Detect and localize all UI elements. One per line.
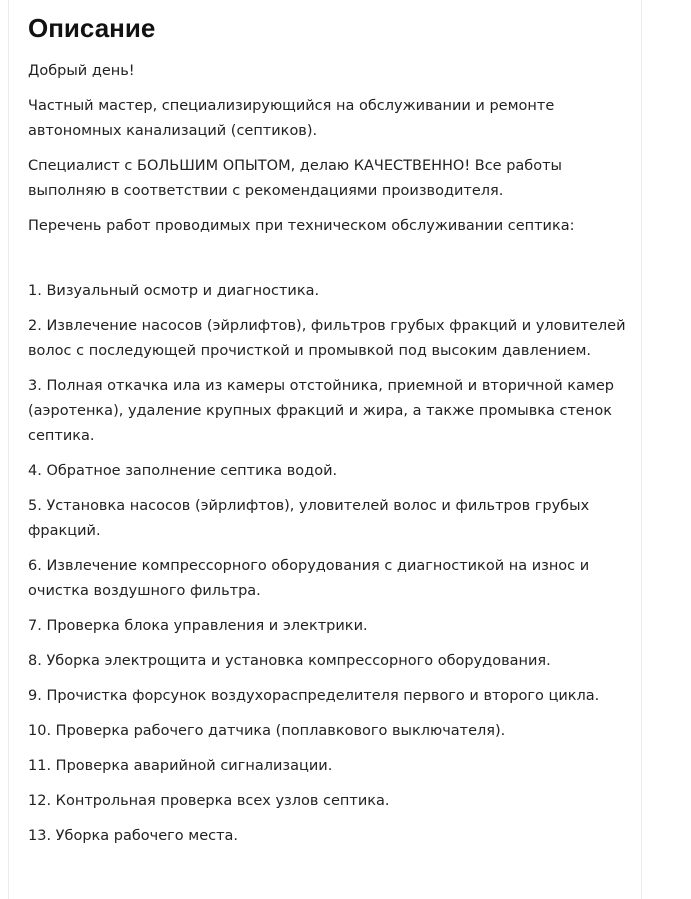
list-item: 10. Проверка рабочего датчика (поплавкового выключателя). xyxy=(28,723,506,739)
list-item: 5. Установка насосов (эйрлифтов), уловителей волос и фильтров грубых фракций. xyxy=(28,498,590,539)
list-item: 11. Проверка аварийной сигнализации. xyxy=(28,758,333,774)
list-item: 12. Контрольная проверка всех узлов септика. xyxy=(28,793,390,809)
intro-experience: Специалист с БОЛЬШИМ ОПЫТОМ, делаю КАЧЕСТВЕННО! Все работы выполняю в соответствии с рекомендациями производителя. xyxy=(28,158,563,199)
section-title: Описание xyxy=(28,13,156,43)
description-card xyxy=(8,0,642,899)
list-item: 7. Проверка блока управления и электрики. xyxy=(28,618,368,634)
list-item: 2. Извлечение насосов (эйрлифтов), фильтров грубых фракций и уловителей волос с последующей прочисткой и промывкой под высоким давлением. xyxy=(28,318,626,359)
list-item: 13. Уборка рабочего места. xyxy=(28,828,239,844)
spacer xyxy=(28,249,628,279)
list-item: 8. Уборка электрощита и установка компрессорного оборудования. xyxy=(28,653,551,669)
list-item: 3. Полная откачка ила из камеры отстойника, приемной и вторичной камер (аэротенка), удаление крупных фракций и жира, а также промывка стенок септика. xyxy=(28,378,614,444)
list-item: 1. Визуальный осмотр и диагностика. xyxy=(28,283,320,299)
list-item: 4. Обратное заполнение септика водой. xyxy=(28,463,338,479)
intro-greeting: Добрый день! xyxy=(28,63,135,79)
description-body xyxy=(28,59,628,859)
intro-specialization: Частный мастер, специализирующийся на обслуживании и ремонте автономных канализаций (септиков). xyxy=(28,98,555,139)
intro-list-heading: Перечень работ проводимых при техническом обслуживании септика: xyxy=(28,218,575,234)
list-item: 6. Извлечение компрессорного оборудования с диагностикой на износ и очистка воздушного фильтра. xyxy=(28,558,590,599)
list-item: 9. Прочистка форсунок воздухораспределителя первого и второго цикла. xyxy=(28,688,600,704)
